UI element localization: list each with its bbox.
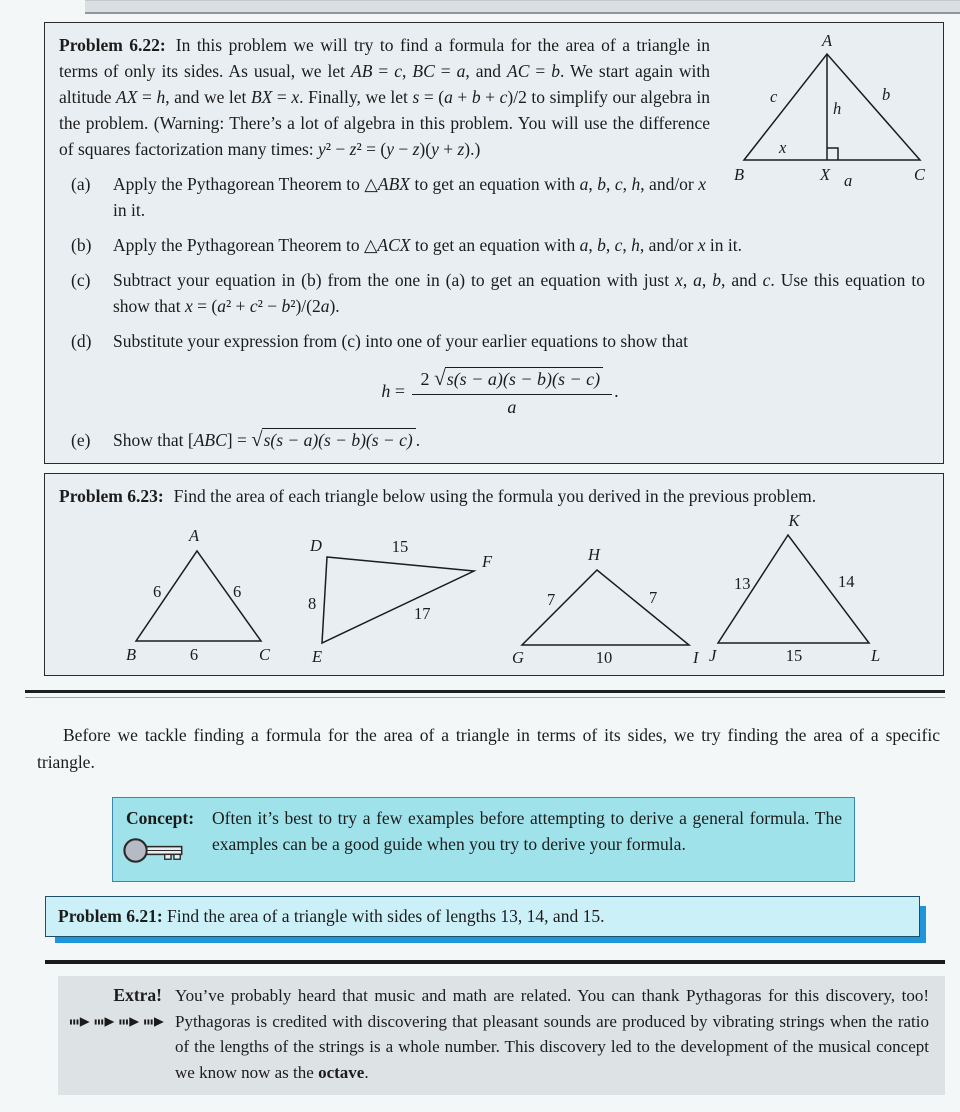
- side-label: 15: [785, 646, 803, 665]
- triangle-outline: [322, 557, 474, 643]
- side-label-b: b: [882, 85, 891, 104]
- part-b-letter: (b): [71, 235, 92, 255]
- vertex-label-b: B: [734, 165, 745, 184]
- concept-box: [112, 797, 855, 882]
- triangle-outline: [744, 54, 920, 160]
- triangle-ghi-svg: [509, 543, 704, 665]
- part-b-text: Apply the Pythagorean Theorem to △ACX to get an equation with a, b, c, h, and/or x in it.: [113, 235, 742, 255]
- part-a-text: Apply the Pythagorean Theorem to △ABX to get an equation with a, b, c, h, and/or x in it.: [113, 174, 707, 220]
- triangle-altitude-figure: [724, 32, 929, 190]
- problem-6-22-title: Problem 6.22:: [59, 35, 166, 55]
- side-label: 6: [189, 645, 199, 664]
- side-label: 7: [649, 588, 658, 607]
- extra-label: Extra!: [113, 985, 162, 1005]
- part-d-text: Substitute your expression from (c) into one of your earlier equations to show that: [113, 331, 688, 351]
- problem-6-23-body: Find the area of each triangle below using the formula you derived in the previous problem.: [173, 486, 817, 506]
- triangle-def-figure: [302, 525, 497, 665]
- side-label: 8: [308, 594, 317, 613]
- problem-6-22-parts: [71, 171, 929, 453]
- extra-text: You’ve probably heard that music and math are related. You can thank Pythagoras for this discovery, too! Pythagoras is credited with discovering that pleasant sounds are produced by vibrating strings when the ratio of the lengths of the strings is a whole number. This discovery led to the development of the musical concept we know now as the octave.: [175, 986, 929, 1082]
- side-label-c: c: [770, 87, 778, 106]
- vertex-label: K: [788, 513, 800, 530]
- side-label: 15: [391, 537, 409, 556]
- triangle-jkl-figure: [706, 513, 881, 665]
- vertex-label: E: [312, 647, 323, 665]
- vertex-label: C: [259, 645, 271, 664]
- side-label: 6: [233, 582, 242, 601]
- vertex-label: L: [871, 646, 881, 665]
- side-label: 17: [414, 604, 431, 623]
- formula-denominator: a: [507, 397, 517, 417]
- vertex-label: F: [482, 552, 493, 571]
- problem-6-21-text: Find the area of a triangle with sides of lengths 13, 14, and 15.: [162, 906, 605, 926]
- problem-6-22-box: [44, 22, 944, 464]
- altitude-label-h: h: [833, 99, 842, 118]
- formula-fraction: [412, 368, 613, 418]
- formula-equals: =: [390, 381, 410, 402]
- triangle-abc-figure: [111, 525, 276, 665]
- triangle-ghi-figure: [509, 543, 704, 665]
- part-b: [71, 232, 929, 258]
- sqrt-sign: √: [434, 366, 446, 390]
- arrows-icon: [70, 1014, 162, 1032]
- problem-6-22-intro: In this problem we will try to find a formula for the area of a triangle in terms of only its sides. As usual, we let AB = c, BC = a, and AC = b. We start again with altitude AX = h, and we let BX = x. Finally, we let s = (a + b + c)/2 to simplify our algebra in the problem. (Warning: There’s a lot of algebra in this problem. You will use the difference of squares factorization many times: y² − z² = (y − z)(y + z).): [59, 35, 711, 159]
- key-icon: [122, 834, 198, 872]
- part-a-letter: (a): [71, 174, 91, 194]
- triangle-def-svg: [302, 525, 497, 665]
- part-c: [71, 267, 929, 319]
- triangle-abc-svg: [111, 525, 276, 665]
- part-c-letter: (c): [71, 270, 91, 290]
- triangle-abc-altitude-svg: [724, 32, 929, 190]
- problem-6-21-title: Problem 6.21:: [58, 906, 163, 926]
- concept-text: Often it’s best to try a few examples before attempting to derive a general formula. The examples can be a good guide when you try to derive your formula.: [212, 808, 842, 854]
- section-divider-rule: [25, 690, 945, 698]
- extra-box: [58, 976, 945, 1095]
- vertex-label: H: [588, 545, 600, 564]
- side-label: 10: [595, 648, 613, 665]
- part-e-letter: (e): [71, 430, 91, 450]
- triangle-jkl-svg: [706, 513, 881, 665]
- extra-section-rule: [45, 960, 945, 964]
- part-a: [71, 171, 710, 223]
- part-e-period: .: [415, 430, 421, 450]
- vertex-label-a: A: [821, 32, 833, 50]
- part-c-text: Subtract your equation in (b) from the one in (a) to get an equation with just x, a, b, and c. Use this equation to show that x = (a² + c² − b²)/(2a).: [113, 270, 925, 316]
- side-label: 13: [734, 574, 751, 593]
- triangle-figures-row: [59, 513, 929, 665]
- extra-label-column: [70, 983, 162, 1085]
- segment-label-x: x: [779, 138, 787, 157]
- part-e-radicand: s(s − a)(s − b)(s − c): [262, 428, 416, 450]
- vertex-label: D: [310, 536, 322, 555]
- problem-6-23-box: [44, 473, 944, 676]
- vertex-label: G: [512, 648, 524, 665]
- side-label: 6: [153, 582, 162, 601]
- side-label-a: a: [844, 171, 853, 190]
- problem-6-21-bar: [45, 896, 920, 937]
- right-angle-mark: [827, 148, 838, 160]
- problem-6-23-statement: [59, 483, 929, 509]
- problem-6-23-title: Problem 6.23:: [59, 486, 164, 506]
- part-e-text: [113, 427, 929, 453]
- vertex-label-c: C: [914, 165, 926, 184]
- formula-lhs: h: [381, 381, 391, 402]
- concept-label-column: [126, 805, 198, 872]
- vertex-label: B: [126, 645, 137, 664]
- vertex-label-x: X: [820, 165, 831, 184]
- vertex-label: A: [188, 526, 200, 545]
- part-e-prefix: Show that [ABC] =: [113, 430, 252, 450]
- intro-paragraph: Before we tackle finding a formula for the area of a triangle in terms of its sides, we try finding the area of a specific triangle.: [37, 725, 940, 772]
- previous-box-edge: [85, 0, 960, 14]
- concept-label: Concept:: [126, 808, 195, 828]
- formula-numerator: [412, 368, 613, 395]
- altitude-formula: [71, 368, 929, 418]
- vertex-label: I: [693, 648, 699, 665]
- formula-coefficient: 2: [420, 369, 435, 389]
- formula-radicand: s(s − a)(s − b)(s − c): [445, 367, 603, 389]
- formula-period: .: [614, 381, 619, 402]
- side-label: 7: [547, 590, 556, 609]
- part-e: [71, 427, 929, 453]
- part-d-letter: (d): [71, 331, 92, 351]
- vertex-label: J: [709, 646, 717, 665]
- part-d: [71, 328, 929, 354]
- side-label: 14: [838, 572, 855, 591]
- sqrt-sign: √: [251, 429, 263, 451]
